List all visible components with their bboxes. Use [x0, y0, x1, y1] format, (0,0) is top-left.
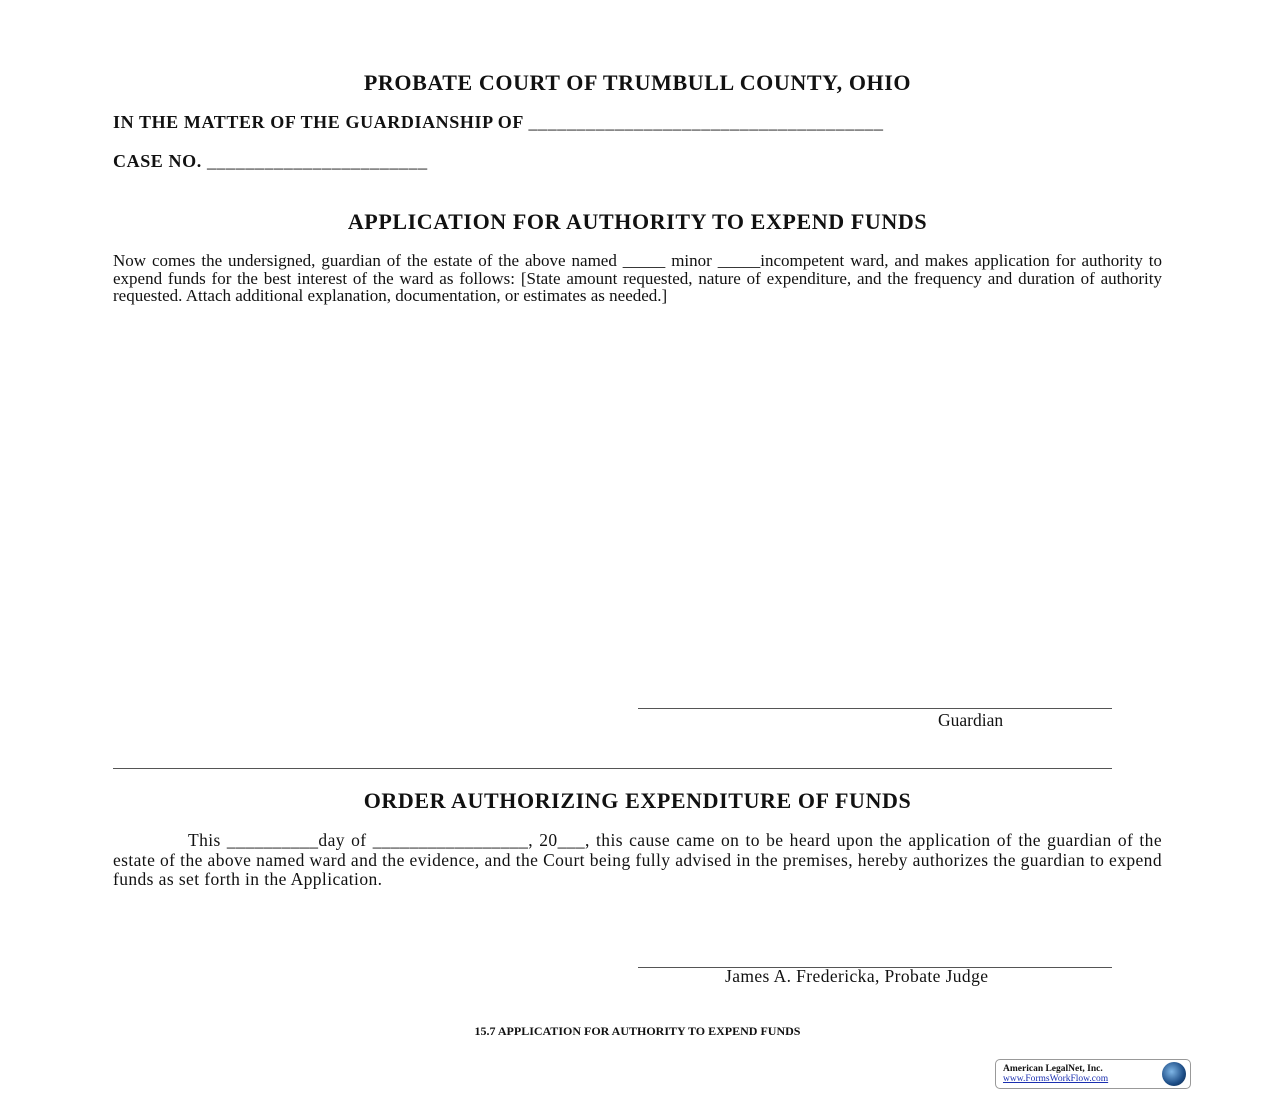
- badge-name: American LegalNet, Inc.: [1003, 1064, 1103, 1074]
- form-footer: 15.7 APPLICATION FOR AUTHORITY TO EXPEND FUNDS: [474, 1024, 801, 1038]
- guardian-label: Guardian: [938, 710, 1004, 730]
- application-body: Now comes the undersigned, guardian of the estate of the above named _____ minor _____incompetent ward, and makes application for authority to expend funds for the best interest of the ward as follows: [State amount requested, nature of expenditure, and the frequency and duration of authority requested. Attach additional explanation, documentation, or estimates as needed.]: [113, 251, 1162, 306]
- application-title: APPLICATION FOR AUTHORITY TO EXPEND FUNDS: [347, 209, 928, 234]
- section-divider: [113, 752, 1112, 769]
- ward-name-field[interactable]: _____________________________________: [528, 112, 884, 132]
- badge-link[interactable]: www.FormsWorkFlow.com: [1003, 1074, 1109, 1084]
- court-title: PROBATE COURT OF TRUMBULL COUNTY, OHIO: [363, 70, 912, 95]
- judge-label: James A. Fredericka, Probate Judge: [725, 966, 989, 986]
- guardianship-of-line: [113, 112, 884, 133]
- matter-label: IN THE MATTER OF THE GUARDIANSHIP OF: [113, 112, 524, 132]
- case-number-field[interactable]: _______________________: [206, 151, 428, 171]
- case-number-line: [113, 151, 428, 172]
- american-legalnet-badge[interactable]: [995, 1059, 1191, 1089]
- guardian-signature-line[interactable]: [638, 694, 1112, 709]
- globe-icon: [1162, 1062, 1186, 1086]
- case-label: CASE NO.: [113, 151, 202, 171]
- order-title: ORDER AUTHORIZING EXPENDITURE OF FUNDS: [363, 788, 912, 813]
- order-body: This __________day of _________________, 20___, this cause came on to be heard upon the application of the guardian of the estate of the above named ward and the evidence, and the Court being fully advised in the premises, hereby authorizes the guardian to expend funds as set forth in the Application.: [113, 830, 1162, 889]
